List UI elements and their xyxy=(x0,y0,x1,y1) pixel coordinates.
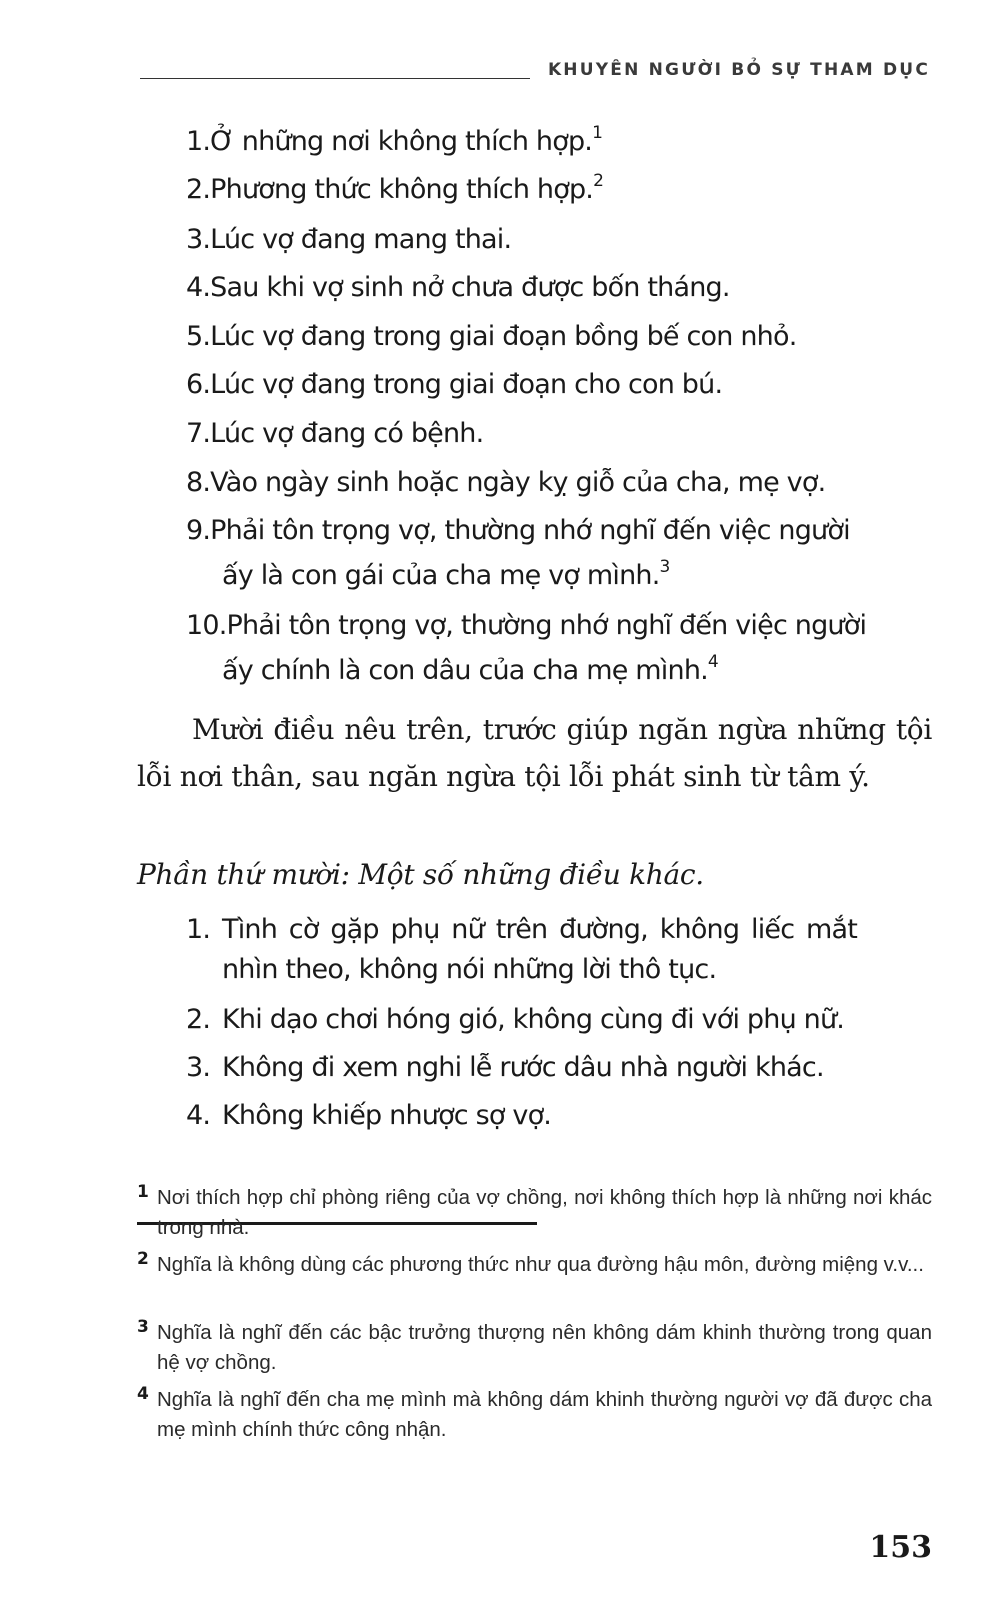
list-number: 3. xyxy=(186,224,211,255)
list-text: Không đi xem nghi lễ rước dâu nhà người khác. xyxy=(222,1052,824,1083)
list-text: Lúc vợ đang trong giai đoạn bồng bế con nhỏ. xyxy=(210,321,797,352)
list1-item-1 xyxy=(186,123,603,157)
footnote-ref: 4 xyxy=(707,652,719,672)
section-heading: Phần thứ mười: Một số những điều khác. xyxy=(137,858,704,891)
list-number: 1. xyxy=(186,914,211,945)
list-number: 5. xyxy=(186,321,211,352)
footnote-text: Nơi thích hợp chỉ phòng riêng của vợ chồng, nơi không thích hợp là những nơi khác trong nhà. xyxy=(157,1186,932,1239)
list-number: 3. xyxy=(186,1052,211,1083)
list2-item-2 xyxy=(186,1004,844,1035)
footnote-text: Nghĩa là nghĩ đến cha mẹ mình mà không dám khinh thường người vợ đã được cha mẹ mình chính thức công nhận. xyxy=(157,1388,932,1441)
footnote-mark: 3 xyxy=(137,1317,149,1337)
list1-item-4 xyxy=(186,272,730,303)
list2-item-1 xyxy=(186,914,857,945)
running-header xyxy=(140,58,930,88)
list1-item-6 xyxy=(186,369,722,400)
list-text: Không khiếp nhược sợ vợ. xyxy=(222,1100,552,1131)
page-number: 153 xyxy=(869,1530,932,1565)
footnote-1 xyxy=(137,1183,932,1243)
footnote-4 xyxy=(137,1385,932,1445)
footnote-ref: 2 xyxy=(593,171,604,191)
list-text: nhìn theo, không nói những lời thô tục. xyxy=(222,954,717,985)
list-text: Sau khi vợ sinh nở chưa được bốn tháng. xyxy=(210,272,730,303)
list-text: Vào ngày sinh hoặc ngày kỵ giỗ của cha, mẹ vợ. xyxy=(210,467,826,498)
footnote-mark: 1 xyxy=(137,1182,149,1202)
list-text: Ở những nơi không thích hợp. xyxy=(210,126,593,157)
list1-item-7 xyxy=(186,418,483,449)
header-rule xyxy=(140,78,530,79)
list-text: Lúc vợ đang có bệnh. xyxy=(210,418,484,449)
list-number: 2. xyxy=(186,1004,211,1035)
list1-item-3 xyxy=(186,224,511,255)
list-number: 9. xyxy=(186,515,211,546)
footnote-text: Nghĩa là không dùng các phương thức như qua đường hậu môn, đường miệng v.v... xyxy=(157,1253,924,1276)
list-number: 6. xyxy=(186,369,211,400)
footnote-ref: 3 xyxy=(659,557,671,577)
header-title: KHUYÊN NGƯỜI BỎ SỰ THAM DỤC xyxy=(547,60,930,80)
list-text: ấy là con gái của cha mẹ vợ mình. xyxy=(222,560,660,591)
list-number: 10. xyxy=(186,610,227,641)
list-text: Tình cờ gặp phụ nữ trên đường, không liếc mắt xyxy=(222,914,858,945)
list-text: ấy chính là con dâu của cha mẹ mình. xyxy=(222,655,708,686)
list-text: Phương thức không thích hợp. xyxy=(210,174,594,205)
list1-item-5 xyxy=(186,321,797,352)
list1-item-9 xyxy=(186,515,850,546)
list-text: Phải tôn trọng vợ, thường nhớ nghĩ đến việc người xyxy=(210,515,850,546)
list1-item-2 xyxy=(186,171,604,205)
footnote-mark: 2 xyxy=(137,1249,149,1269)
footnote-ref: 1 xyxy=(592,123,603,143)
list-text: Khi dạo chơi hóng gió, không cùng đi với phụ nữ. xyxy=(222,1004,845,1035)
list-text: Lúc vợ đang trong giai đoạn cho con bú. xyxy=(210,369,723,400)
footnote-text: Nghĩa là nghĩ đến các bậc trưởng thượng nên không dám khinh thường trong quan hệ vợ chồng. xyxy=(157,1321,932,1374)
list2-item-3 xyxy=(186,1052,824,1083)
list1-item-8 xyxy=(186,467,825,498)
footnote-mark: 4 xyxy=(137,1384,149,1404)
list1-item-9-cont xyxy=(222,557,671,591)
list-number: 8. xyxy=(186,467,211,498)
list-number: 7. xyxy=(186,418,211,449)
list-number: 4. xyxy=(186,1100,211,1131)
list1-item-10-cont xyxy=(222,652,719,686)
list-number: 2. xyxy=(186,174,211,205)
list-number: 4. xyxy=(186,272,211,303)
footnote-3 xyxy=(137,1318,932,1378)
list2-item-1-cont xyxy=(222,954,716,985)
list2-item-4 xyxy=(186,1100,551,1131)
footnote-2 xyxy=(137,1250,932,1280)
list-number: 1. xyxy=(186,126,211,157)
body-paragraph: Mười điều nêu trên, trước giúp ngăn ngừa những tội lỗi nơi thân, sau ngăn ngừa tội lỗi phát sinh từ tâm ý. xyxy=(137,713,932,793)
list-text: Lúc vợ đang mang thai. xyxy=(210,224,512,255)
list-text: Phải tôn trọng vợ, thường nhớ nghĩ đến việc người xyxy=(226,610,867,641)
list1-item-10 xyxy=(186,610,866,641)
